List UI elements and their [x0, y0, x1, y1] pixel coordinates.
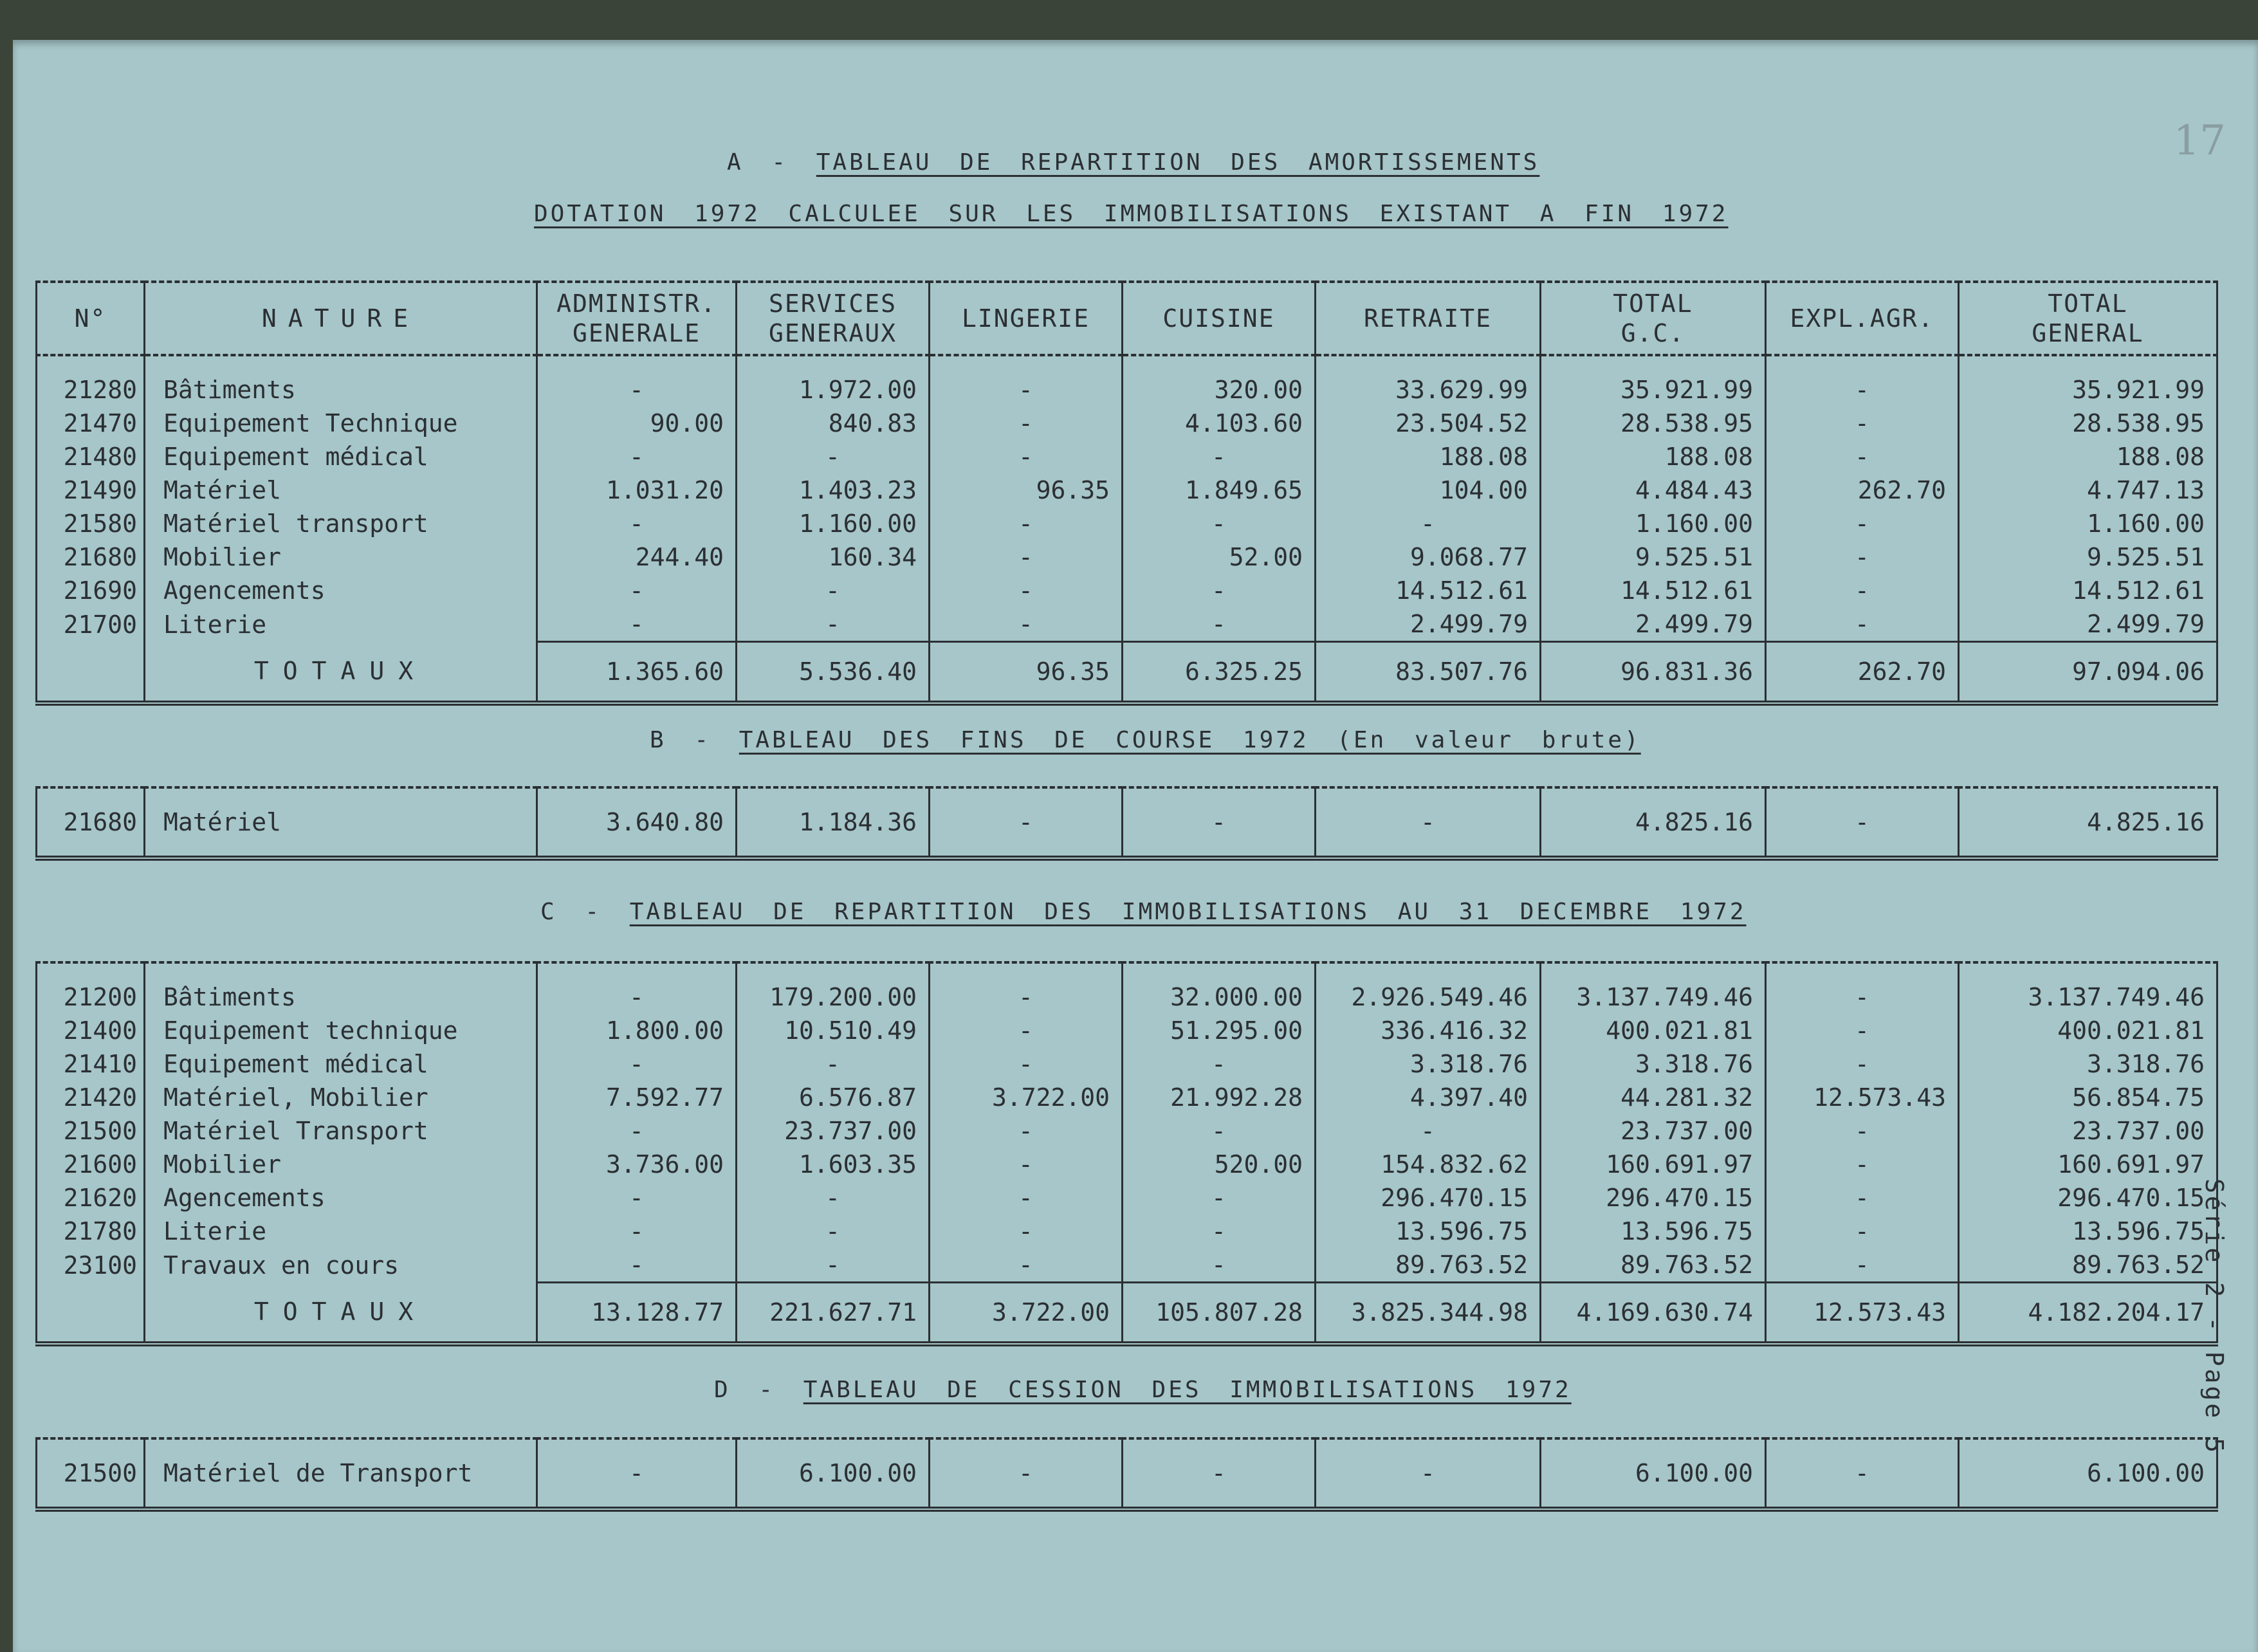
expl-agr-cell: - [1766, 962, 1959, 1014]
heading-b-prefix: B - [650, 727, 711, 753]
services-cell: - [737, 607, 930, 642]
admin-cell: - [537, 607, 737, 642]
services-cell: 1.184.36 [737, 787, 930, 858]
document-sheet [13, 40, 2258, 1652]
retraite-total: 3.825.344.98 [1316, 1283, 1541, 1345]
table-row [37, 607, 2217, 642]
services-cell: 23.737.00 [737, 1114, 930, 1148]
admin-cell: 3.736.00 [537, 1148, 737, 1181]
total-general-cell: 4.747.13 [1959, 473, 2217, 507]
table-row [37, 1047, 2217, 1081]
expl-agr-cell: - [1766, 574, 1959, 607]
retraite-cell: 89.763.52 [1316, 1248, 1541, 1283]
nature-cell: Matériel Transport [145, 1114, 537, 1148]
services-cell: 1.160.00 [737, 507, 930, 540]
admin-cell: - [537, 440, 737, 473]
services-cell: 6.576.87 [737, 1081, 930, 1114]
total-general-cell: 160.691.97 [1959, 1148, 2217, 1181]
nature-cell: Equipement médical [145, 1047, 537, 1081]
retraite-cell: 2.499.79 [1316, 607, 1541, 642]
total-general-cell: 89.763.52 [1959, 1248, 2217, 1283]
cuisine-cell: - [1123, 1181, 1316, 1215]
table-c [35, 961, 2218, 1346]
cuisine-cell: - [1123, 1114, 1316, 1148]
totals-row [37, 642, 2217, 704]
retraite-cell: 33.629.99 [1316, 355, 1541, 407]
account-code: 21480 [37, 440, 145, 473]
table-d [35, 1437, 2218, 1512]
lingerie-cell: - [930, 1215, 1123, 1248]
cuisine-cell: 1.849.65 [1123, 473, 1316, 507]
retraite-cell: 188.08 [1316, 440, 1541, 473]
lingerie-total: 3.722.00 [930, 1283, 1123, 1345]
lingerie-cell: - [930, 962, 1123, 1014]
totals-label: TOTAUX [145, 1283, 537, 1345]
retraite-cell: 4.397.40 [1316, 1081, 1541, 1114]
account-code: 21680 [37, 540, 145, 574]
expl-agr-cell: 12.573.43 [1766, 1081, 1959, 1114]
col-services: SERVICES GENERAUX [737, 282, 930, 355]
total-gc-cell: 4.484.43 [1541, 473, 1766, 507]
lingerie-cell: - [930, 574, 1123, 607]
total-gc-cell: 13.596.75 [1541, 1215, 1766, 1248]
heading-b-title: TABLEAU DES FINS DE COURSE 1972 (En valeur brute) [739, 727, 1641, 753]
table-a [35, 280, 2218, 706]
expl-agr-cell: - [1766, 1438, 1959, 1509]
expl-agr-total: 12.573.43 [1766, 1283, 1959, 1345]
cuisine-cell: 51.295.00 [1123, 1014, 1316, 1047]
nature-cell: Equipement Technique [145, 407, 537, 440]
total-gc-total: 4.169.630.74 [1541, 1283, 1766, 1345]
nature-cell: Equipement médical [145, 440, 537, 473]
lingerie-cell: - [930, 1181, 1123, 1215]
retraite-cell: 104.00 [1316, 473, 1541, 507]
admin-cell: 90.00 [537, 407, 737, 440]
heading-a-prefix: A - [727, 149, 789, 176]
lingerie-cell: - [930, 540, 1123, 574]
cuisine-cell: - [1123, 1248, 1316, 1283]
heading-a [727, 149, 1539, 176]
account-code: 21400 [37, 1014, 145, 1047]
services-cell: 1.403.23 [737, 473, 930, 507]
total-general-cell: 6.100.00 [1959, 1438, 2217, 1509]
table-row [37, 1248, 2217, 1283]
nature-cell: Literie [145, 607, 537, 642]
lingerie-cell: - [930, 1248, 1123, 1283]
expl-agr-cell: - [1766, 1014, 1959, 1047]
lingerie-cell: - [930, 507, 1123, 540]
lingerie-total: 96.35 [930, 642, 1123, 704]
services-cell: - [737, 1047, 930, 1081]
lingerie-cell: - [930, 1047, 1123, 1081]
total-general-total: 97.094.06 [1959, 642, 2217, 704]
lingerie-cell: - [930, 1014, 1123, 1047]
cuisine-cell: 52.00 [1123, 540, 1316, 574]
total-general-cell: 23.737.00 [1959, 1114, 2217, 1148]
col-admin: ADMINISTR. GENERALE [537, 282, 737, 355]
admin-cell: 1.800.00 [537, 1014, 737, 1047]
lingerie-cell: 96.35 [930, 473, 1123, 507]
table-row [37, 1148, 2217, 1181]
total-general-cell: 56.854.75 [1959, 1081, 2217, 1114]
account-code: 21780 [37, 1215, 145, 1248]
total-gc-cell: 44.281.32 [1541, 1081, 1766, 1114]
table-row [37, 1181, 2217, 1215]
cuisine-cell: - [1123, 440, 1316, 473]
table-row [37, 574, 2217, 607]
heading-a-title: TABLEAU DE REPARTITION DES AMORTISSEMENTS [816, 149, 1540, 176]
nature-cell: Bâtiments [145, 962, 537, 1014]
services-cell: 179.200.00 [737, 962, 930, 1014]
account-code: 21680 [37, 787, 145, 858]
nature-cell: Matériel de Transport [145, 1438, 537, 1509]
table-d-body [37, 1438, 2217, 1509]
admin-cell: - [537, 1181, 737, 1215]
account-code: 21280 [37, 355, 145, 407]
account-code: 21580 [37, 507, 145, 540]
lingerie-cell: 3.722.00 [930, 1081, 1123, 1114]
nature-cell: Matériel, Mobilier [145, 1081, 537, 1114]
account-code: 21500 [37, 1114, 145, 1148]
table-row [37, 1438, 2217, 1509]
account-code: 23100 [37, 1248, 145, 1283]
total-gc-cell: 2.499.79 [1541, 607, 1766, 642]
total-general-cell: 1.160.00 [1959, 507, 2217, 540]
table-row [37, 962, 2217, 1014]
services-cell: 6.100.00 [737, 1438, 930, 1509]
retraite-cell: 13.596.75 [1316, 1215, 1541, 1248]
account-code: 21470 [37, 407, 145, 440]
services-cell: 840.83 [737, 407, 930, 440]
services-cell: - [737, 440, 930, 473]
services-cell: 160.34 [737, 540, 930, 574]
cuisine-cell: 32.000.00 [1123, 962, 1316, 1014]
heading-a-subtitle: DOTATION 1972 CALCULEE SUR LES IMMOBILISATIONS EXISTANT A FIN 1972 [534, 201, 1729, 227]
total-general-total: 4.182.204.17 [1959, 1283, 2217, 1345]
cuisine-cell: 21.992.28 [1123, 1081, 1316, 1114]
admin-cell: - [537, 1047, 737, 1081]
admin-cell: 1.031.20 [537, 473, 737, 507]
admin-cell: - [537, 1438, 737, 1509]
nature-cell: Mobilier [145, 1148, 537, 1181]
lingerie-cell: - [930, 1148, 1123, 1181]
total-gc-cell: 9.525.51 [1541, 540, 1766, 574]
retraite-cell: 296.470.15 [1316, 1181, 1541, 1215]
table-row [37, 787, 2217, 858]
expl-agr-cell: - [1766, 1181, 1959, 1215]
lingerie-cell: - [930, 787, 1123, 858]
table-row [37, 1215, 2217, 1248]
table-row [37, 473, 2217, 507]
admin-cell: - [537, 962, 737, 1014]
expl-agr-total: 262.70 [1766, 642, 1959, 704]
lingerie-cell: - [930, 1114, 1123, 1148]
admin-cell: - [537, 355, 737, 407]
account-code: 21700 [37, 607, 145, 642]
heading-c-prefix: C - [540, 899, 602, 925]
total-general-cell: 296.470.15 [1959, 1181, 2217, 1215]
col-lingerie: LINGERIE [930, 282, 1123, 355]
expl-agr-cell: - [1766, 355, 1959, 407]
col-nature: NATURE [145, 282, 537, 355]
total-gc-cell: 35.921.99 [1541, 355, 1766, 407]
heading-d-title: TABLEAU DE CESSION DES IMMOBILISATIONS 1972 [803, 1377, 1572, 1403]
nature-cell: Mobilier [145, 540, 537, 574]
total-general-cell: 28.538.95 [1959, 407, 2217, 440]
services-total: 5.536.40 [737, 642, 930, 704]
total-general-cell: 3.318.76 [1959, 1047, 2217, 1081]
total-gc-cell: 6.100.00 [1541, 1438, 1766, 1509]
heading-c [540, 899, 1747, 925]
cuisine-cell: 320.00 [1123, 355, 1316, 407]
table-row [37, 507, 2217, 540]
expl-agr-cell: - [1766, 1148, 1959, 1181]
cuisine-cell: 520.00 [1123, 1148, 1316, 1181]
account-code: 21420 [37, 1081, 145, 1114]
retraite-cell: - [1316, 507, 1541, 540]
retraite-cell: - [1316, 787, 1541, 858]
col-no: N° [37, 282, 145, 355]
nature-cell: Agencements [145, 574, 537, 607]
account-code: 21620 [37, 1181, 145, 1215]
total-gc-cell: 1.160.00 [1541, 507, 1766, 540]
cuisine-total: 6.325.25 [1123, 642, 1316, 704]
retraite-total: 83.507.76 [1316, 642, 1541, 704]
col-expl-agr: EXPL.AGR. [1766, 282, 1959, 355]
nature-cell: Agencements [145, 1181, 537, 1215]
admin-total: 1.365.60 [537, 642, 737, 704]
totals-row [37, 1283, 2217, 1345]
table-row [37, 355, 2217, 407]
total-general-cell: 35.921.99 [1959, 355, 2217, 407]
cuisine-cell: - [1123, 607, 1316, 642]
table-a-body [37, 355, 2217, 703]
services-cell: - [737, 1215, 930, 1248]
retraite-cell: 23.504.52 [1316, 407, 1541, 440]
total-general-cell: 4.825.16 [1959, 787, 2217, 858]
total-gc-cell: 23.737.00 [1541, 1114, 1766, 1148]
heading-c-title: TABLEAU DE REPARTITION DES IMMOBILISATIONS AU 31 DECEMBRE 1972 [629, 899, 1747, 925]
col-total-gc: TOTAL G.C. [1541, 282, 1766, 355]
total-general-cell: 3.137.749.46 [1959, 962, 2217, 1014]
cuisine-total: 105.807.28 [1123, 1283, 1316, 1345]
heading-d [714, 1377, 1572, 1403]
totals-code-empty [37, 642, 145, 704]
page-number: 17 [2173, 117, 2226, 165]
total-gc-cell: 89.763.52 [1541, 1248, 1766, 1283]
table-row [37, 540, 2217, 574]
total-general-cell: 13.596.75 [1959, 1215, 2217, 1248]
total-general-cell: 2.499.79 [1959, 607, 2217, 642]
expl-agr-cell: 262.70 [1766, 473, 1959, 507]
table-b [35, 786, 2218, 861]
totals-code-empty [37, 1283, 145, 1345]
col-cuisine: CUISINE [1123, 282, 1316, 355]
col-retraite: RETRAITE [1316, 282, 1541, 355]
expl-agr-cell: - [1766, 787, 1959, 858]
services-cell: - [737, 574, 930, 607]
table-row [37, 1114, 2217, 1148]
expl-agr-cell: - [1766, 407, 1959, 440]
retraite-cell: 336.416.32 [1316, 1014, 1541, 1047]
expl-agr-cell: - [1766, 507, 1959, 540]
side-reference: Série 2 - Page 5 [2200, 1179, 2228, 1456]
services-cell: - [737, 1248, 930, 1283]
account-code: 21410 [37, 1047, 145, 1081]
cuisine-cell: - [1123, 787, 1316, 858]
services-cell: 1.603.35 [737, 1148, 930, 1181]
expl-agr-cell: - [1766, 1248, 1959, 1283]
expl-agr-cell: - [1766, 1047, 1959, 1081]
total-gc-cell: 188.08 [1541, 440, 1766, 473]
retraite-cell: 154.832.62 [1316, 1148, 1541, 1181]
nature-cell: Matériel [145, 787, 537, 858]
table-row [37, 1081, 2217, 1114]
services-cell: 10.510.49 [737, 1014, 930, 1047]
expl-agr-cell: - [1766, 540, 1959, 574]
total-general-cell: 9.525.51 [1959, 540, 2217, 574]
account-code: 21690 [37, 574, 145, 607]
admin-total: 13.128.77 [537, 1283, 737, 1345]
col-total-general: TOTAL GENERAL [1959, 282, 2217, 355]
expl-agr-cell: - [1766, 607, 1959, 642]
retraite-cell: 14.512.61 [1316, 574, 1541, 607]
nature-cell: Bâtiments [145, 355, 537, 407]
account-code: 21500 [37, 1438, 145, 1509]
table-row [37, 440, 2217, 473]
total-general-cell: 14.512.61 [1959, 574, 2217, 607]
retraite-cell: - [1316, 1438, 1541, 1509]
table-row [37, 407, 2217, 440]
total-general-cell: 400.021.81 [1959, 1014, 2217, 1047]
cuisine-cell: - [1123, 1438, 1316, 1509]
cuisine-cell: - [1123, 1215, 1316, 1248]
account-code: 21600 [37, 1148, 145, 1181]
expl-agr-cell: - [1766, 1114, 1959, 1148]
cuisine-cell: 4.103.60 [1123, 407, 1316, 440]
total-gc-total: 96.831.36 [1541, 642, 1766, 704]
admin-cell: 3.640.80 [537, 787, 737, 858]
lingerie-cell: - [930, 407, 1123, 440]
total-gc-cell: 160.691.97 [1541, 1148, 1766, 1181]
cuisine-cell: - [1123, 1047, 1316, 1081]
total-gc-cell: 4.825.16 [1541, 787, 1766, 858]
services-cell: 1.972.00 [737, 355, 930, 407]
account-code: 21490 [37, 473, 145, 507]
total-gc-cell: 14.512.61 [1541, 574, 1766, 607]
total-gc-cell: 296.470.15 [1541, 1181, 1766, 1215]
cuisine-cell: - [1123, 574, 1316, 607]
table-c-body [37, 962, 2217, 1344]
services-total: 221.627.71 [737, 1283, 930, 1345]
nature-cell: Travaux en cours [145, 1248, 537, 1283]
heading-b [650, 727, 1641, 753]
nature-cell: Literie [145, 1215, 537, 1248]
admin-cell: - [537, 507, 737, 540]
expl-agr-cell: - [1766, 440, 1959, 473]
totals-label: TOTAUX [145, 642, 537, 704]
table-row [37, 1014, 2217, 1047]
admin-cell: - [537, 1248, 737, 1283]
retraite-cell: 2.926.549.46 [1316, 962, 1541, 1014]
total-gc-cell: 3.137.749.46 [1541, 962, 1766, 1014]
nature-cell: Matériel [145, 473, 537, 507]
retraite-cell: 3.318.76 [1316, 1047, 1541, 1081]
table-a-header [37, 282, 2217, 355]
services-cell: - [737, 1181, 930, 1215]
lingerie-cell: - [930, 607, 1123, 642]
lingerie-cell: - [930, 1438, 1123, 1509]
expl-agr-cell: - [1766, 1215, 1959, 1248]
cuisine-cell: - [1123, 507, 1316, 540]
admin-cell: 7.592.77 [537, 1081, 737, 1114]
admin-cell: - [537, 1114, 737, 1148]
retraite-cell: - [1316, 1114, 1541, 1148]
total-general-cell: 188.08 [1959, 440, 2217, 473]
heading-d-prefix: D - [714, 1377, 776, 1403]
total-gc-cell: 400.021.81 [1541, 1014, 1766, 1047]
admin-cell: 244.40 [537, 540, 737, 574]
total-gc-cell: 28.538.95 [1541, 407, 1766, 440]
admin-cell: - [537, 574, 737, 607]
total-gc-cell: 3.318.76 [1541, 1047, 1766, 1081]
lingerie-cell: - [930, 440, 1123, 473]
table-b-body [37, 787, 2217, 858]
nature-cell: Matériel transport [145, 507, 537, 540]
retraite-cell: 9.068.77 [1316, 540, 1541, 574]
admin-cell: - [537, 1215, 737, 1248]
lingerie-cell: - [930, 355, 1123, 407]
account-code: 21200 [37, 962, 145, 1014]
nature-cell: Equipement technique [145, 1014, 537, 1047]
